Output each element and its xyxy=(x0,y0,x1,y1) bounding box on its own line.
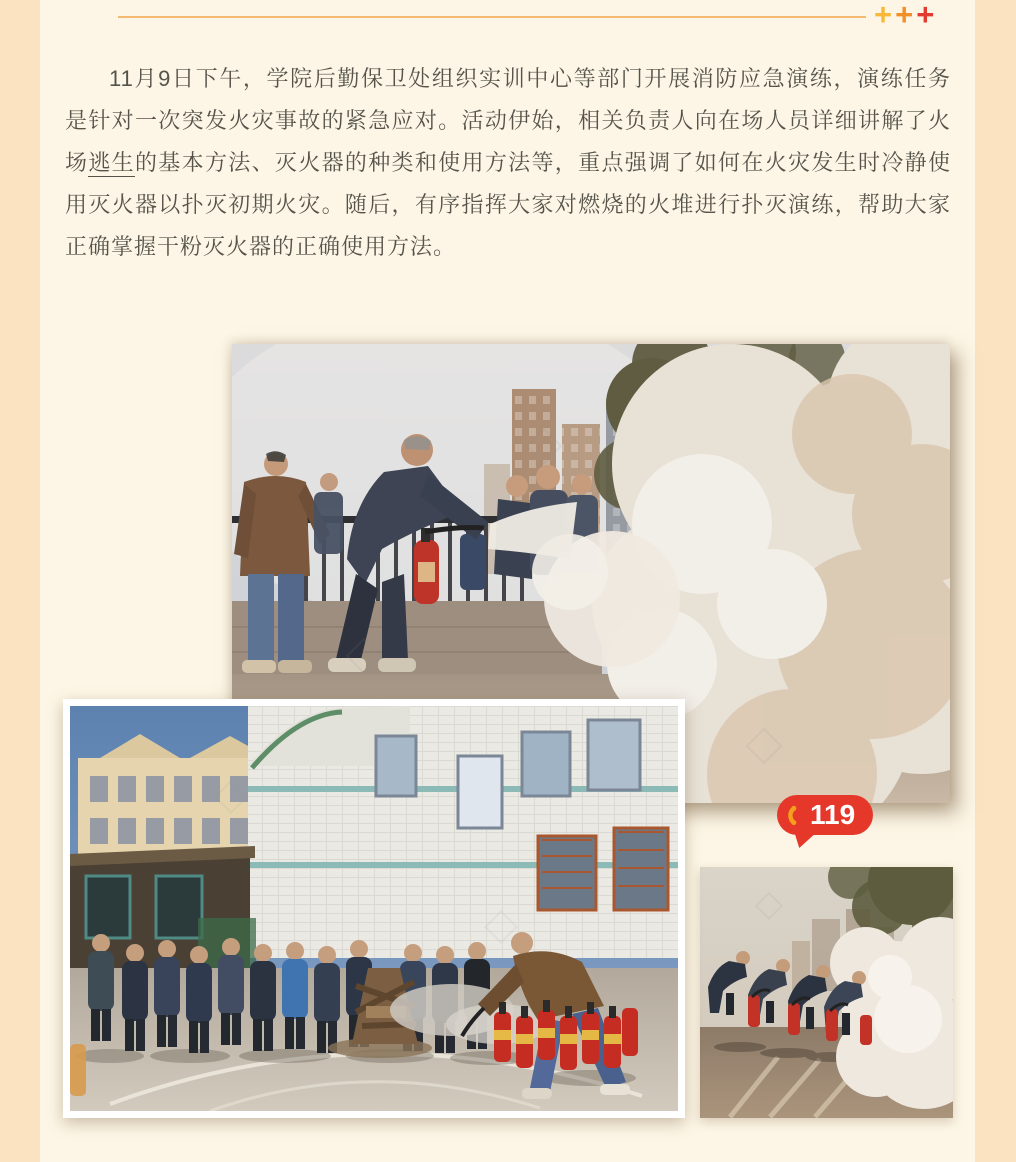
badge-119 xyxy=(777,795,873,835)
photo-bottom-right-illustration xyxy=(700,867,953,1118)
escape-term-link[interactable]: 逃生 xyxy=(88,150,135,175)
article-paragraph xyxy=(65,58,951,268)
photo-bottom-left-illustration xyxy=(70,706,678,1111)
plus-icons xyxy=(874,0,934,33)
paragraph-text-before: 11月9日下午，学院后勤保卫处组织实训中心等部门开展消防应急演练，演练任务是针对一次突发火灾事故的紧急应对。活动伊始，相关负责人向在场人员详细讲解了火场 xyxy=(65,66,951,175)
badge-tail xyxy=(794,831,818,848)
badge-label: 119 xyxy=(810,799,856,830)
content-column xyxy=(40,0,975,1162)
divider-line xyxy=(118,16,866,18)
header-divider xyxy=(40,0,975,36)
plus-icon: + xyxy=(895,0,914,32)
plus-icon: + xyxy=(916,0,935,32)
photo-demonstration-framed[interactable] xyxy=(63,699,685,1118)
paragraph-text-after: 的基本方法、灭火器的种类和使用方法等，重点强调了如何在火灾发生时冷静使用灭火器以扑灭初期火灾。随后，有序指挥大家对燃烧的火堆进行扑灭演练，帮助大家正确掌握干粉灭火器的正确使用方法。 xyxy=(65,150,951,259)
plus-icon: + xyxy=(874,0,893,32)
photo-drill-row[interactable] xyxy=(700,867,953,1118)
phone-icon xyxy=(786,804,809,827)
